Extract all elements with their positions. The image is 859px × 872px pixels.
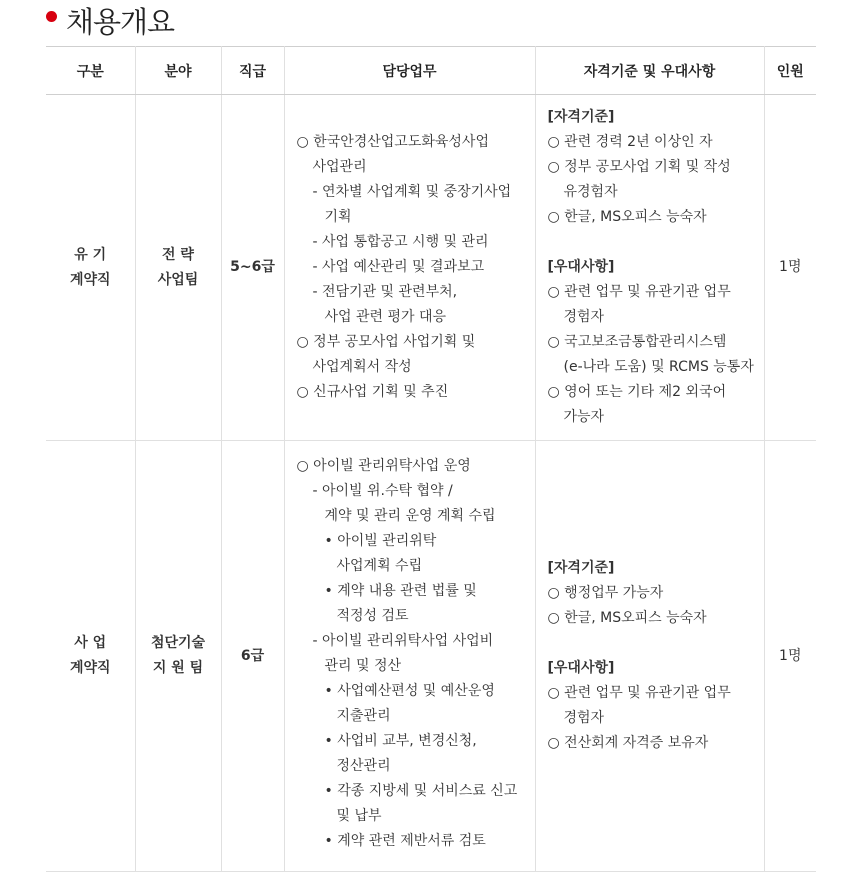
duty-line: - 아이빌 관리위탁사업 사업비 (312, 633, 494, 649)
duty-line: • 사업예산편성 및 예산운영 (324, 683, 495, 699)
duty-line: ○ 신규사업 기획 및 추진 (296, 384, 449, 400)
duty-line: 사업계획서 작성 (312, 359, 412, 375)
qualification-line: 경험자 (563, 309, 605, 325)
cell-category: 유 기 계약직 (46, 95, 135, 441)
qualification-line: ○ 전산회계 자격증 보유자 (547, 735, 709, 751)
qualification-line: ○ 관련 경력 2년 이상인 자 (547, 134, 713, 150)
cell-field: 전 략 사업팀 (135, 95, 221, 441)
qualification-line: 유경험자 (563, 184, 618, 200)
duty-line: 관리 및 정산 (324, 658, 402, 674)
qualification-line: ○ 관련 업무 및 유관기관 업무 (547, 284, 731, 300)
header-field: 분야 (135, 47, 221, 95)
qualification-line: [우대사항] (547, 259, 615, 275)
qualification-line: (e-나라 도움) 및 RCMS 능통자 (563, 359, 754, 375)
duty-line: • 각종 지방세 및 서비스료 신고 (324, 783, 518, 799)
duty-line: - 전담기관 및 관련부처, (312, 284, 458, 300)
table-header-row (46, 47, 816, 95)
qualification-line: 경험자 (563, 710, 605, 726)
cell-field: 첨단기술 지 원 팀 (135, 441, 221, 872)
qualification-line: 가능자 (563, 409, 605, 425)
cell-headcount: 1명 (764, 95, 816, 441)
duties-list (285, 130, 535, 405)
qualifications-list (536, 556, 764, 756)
cell-qualifications (535, 95, 764, 441)
duty-line: 사업관리 (312, 159, 367, 175)
duty-line: 사업계획 수립 (336, 558, 423, 574)
header-category: 구분 (46, 47, 135, 95)
header-headcount: 인원 (764, 47, 816, 95)
recruitment-table (46, 46, 816, 872)
header-grade: 직급 (221, 47, 284, 95)
duty-line: 및 납부 (336, 808, 382, 824)
duty-line: - 사업 통합공고 시행 및 관리 (312, 234, 489, 250)
duties-list (285, 441, 535, 854)
duty-line: • 계약 내용 관련 법률 및 (324, 583, 477, 599)
qualifications-list (536, 105, 764, 430)
cell-grade: 5~6급 (221, 95, 284, 441)
duty-line: • 아이빌 관리위탁 (324, 533, 437, 549)
header-duties: 담당업무 (284, 47, 535, 95)
qualification-line: ○ 한글, MS오피스 능숙자 (547, 209, 707, 225)
duty-line: ○ 한국안경산업고도화육성사업 (296, 134, 489, 150)
qualification-line: ○ 정부 공모사업 기획 및 작성 (547, 159, 731, 175)
qualification-line: ○ 관련 업무 및 유관기관 업무 (547, 685, 731, 701)
qualification-line (548, 631, 756, 656)
section-title (46, 0, 174, 40)
duty-line: - 아이빌 위.수탁 협약 / (312, 483, 453, 499)
duty-line: ○ 아이빌 관리위탁사업 운영 (296, 458, 471, 474)
cell-category: 사 업 계약직 (46, 441, 135, 872)
duty-line: • 계약 관련 제반서류 검토 (324, 833, 486, 849)
duty-line: 기획 (324, 209, 352, 225)
red-dot-icon (46, 11, 57, 22)
qualification-line: ○ 한글, MS오피스 능숙자 (547, 610, 707, 626)
header-qualifications: 자격기준 및 우대사항 (535, 47, 764, 95)
duty-line: 계약 및 관리 운영 계획 수립 (324, 508, 496, 524)
page-title: 채용개요 (66, 4, 175, 39)
duty-line: 사업 관련 평가 대응 (324, 309, 447, 325)
qualification-line: [우대사항] (547, 660, 615, 676)
qualification-line: [자격기준] (547, 109, 615, 125)
cell-duties (284, 95, 535, 441)
duty-line: - 연차별 사업계획 및 중장기사업 (312, 184, 512, 200)
duty-line: ○ 정부 공모사업 사업기획 및 (296, 334, 476, 350)
qualification-line: ○ 행정업무 가능자 (547, 585, 664, 601)
cell-grade: 6급 (221, 441, 284, 872)
qualification-line (548, 230, 756, 255)
cell-duties (284, 441, 535, 872)
table-row (46, 95, 816, 441)
qualification-line: [자격기준] (547, 560, 615, 576)
cell-qualifications (535, 441, 764, 872)
duty-line: 지출관리 (336, 708, 391, 724)
cell-headcount: 1명 (764, 441, 816, 872)
qualification-line: ○ 영어 또는 기타 제2 외국어 (547, 384, 727, 400)
duty-line: 적정성 검토 (336, 608, 409, 624)
duty-line: • 사업비 교부, 변경신청, (324, 733, 477, 749)
qualification-line: ○ 국고보조금통합관리시스템 (547, 334, 727, 350)
table-row (46, 441, 816, 872)
duty-line: - 사업 예산관리 및 결과보고 (312, 259, 485, 275)
duty-line: 정산관리 (336, 758, 391, 774)
